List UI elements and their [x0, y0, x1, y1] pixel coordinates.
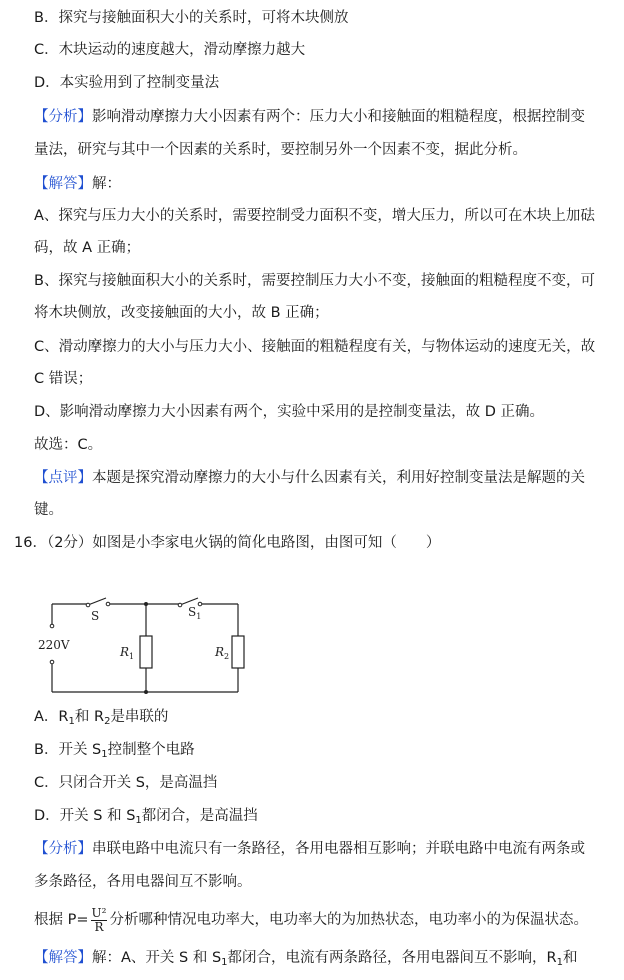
switch-s1-label: $S_1$	[188, 605, 202, 621]
resistor-r2	[232, 636, 244, 668]
solution-tag: 【解答】	[34, 176, 92, 192]
switch-s1-pivot	[178, 603, 182, 607]
circuit-diagram	[28, 588, 258, 700]
resistor-r1	[140, 636, 152, 668]
analysis-16-line2: 多条路径，各用电器间互不影响。	[34, 874, 252, 890]
solution-16-line1: 【解答】解：A、开关 S 和 $S_1$都闭合，电流有两条路径，各用电器间互不影响，$R_1$和	[34, 950, 578, 968]
analysis-16-tag: 【分析】	[34, 841, 92, 857]
solution-15-c1: C、滑动摩擦力的大小与压力大小、接触面的粗糙程度有关，与物体运动的速度无关，故	[34, 339, 596, 355]
question-16-stem: 16．（2分）如图是小李家电火锅的简化电路图，由图可知（ ）	[14, 535, 441, 551]
option-15-d: D．本实验用到了控制变量法	[34, 75, 220, 91]
switch-s-pivot	[86, 603, 90, 607]
solution-15-d1: D、影响滑动摩擦力大小因素有两个，实验中采用的是控制变量法，故 D 正确。	[34, 404, 545, 420]
junction-top	[144, 602, 148, 606]
solution-15-heading: 【解答】解：	[34, 176, 121, 192]
terminal-bottom	[50, 660, 54, 664]
comment-tag: 【点评】	[34, 470, 92, 486]
option-15-c: C．木块运动的速度越大，滑动摩擦力越大	[34, 42, 306, 58]
solution-15-a1: A、探究与压力大小的关系时，需要控制受力面积不变，增大压力，所以可在木块上加砝	[34, 208, 595, 224]
terminal-top	[50, 624, 54, 628]
option-16-a: A．$R_1$和 $R_2$是串联的	[34, 709, 169, 727]
analysis-16-formula-line: 根据 P= $\frac{\text{U²}}{R}$ 分析哪种情况电功率大，电功率大的为加热状态，电功率小的为保温状态。	[34, 905, 588, 934]
switch-s-label: S	[91, 609, 100, 623]
comment-15-line2: 键。	[34, 502, 63, 518]
option-15-b: B．探究与接触面积大小的关系时，可将木块侧放	[34, 10, 349, 26]
power-formula-fraction: $\frac{\text{U²}}{R}$	[91, 905, 107, 934]
option-16-d: D．开关 S 和 $S_1$都闭合，是高温挡	[34, 808, 258, 826]
r1-label: $R_1$	[120, 645, 135, 661]
analysis-15-line1: 【分析】影响滑动摩擦力大小因素有两个：压力大小和接触面的粗糙程度，根据控制变	[34, 109, 585, 125]
solution-15-a2: 码，故 A 正确；	[34, 240, 141, 256]
option-16-c: C．只闭合开关 S，是高温挡	[34, 775, 218, 791]
option-16-b: B．开关 $S_1$控制整个电路	[34, 742, 195, 760]
solution-15-c2: C 错误；	[34, 371, 93, 387]
junction-bottom	[144, 690, 148, 694]
switch-s1-contact	[198, 602, 202, 606]
analysis-16-line1: 【分析】串联电路中电流只有一条路径，各用电器相互影响；并联电路中电流有两条或	[34, 841, 585, 857]
solution-15-choice: 故选：C。	[34, 437, 103, 453]
analysis-tag: 【分析】	[34, 109, 92, 125]
r2-label: $R_2$	[215, 645, 230, 661]
analysis-15-line2: 量法，研究与其中一个因素的关系时，要控制另外一个因素不变，据此分析。	[34, 142, 527, 158]
solution-16-tag: 【解答】	[34, 950, 92, 966]
solution-15-b1: B、探究与接触面积大小的关系时，需要控制压力大小不变，接触面的粗糙程度不变，可	[34, 273, 595, 289]
switch-s-blade	[88, 598, 106, 605]
switch-s-contact	[106, 602, 110, 606]
switch-s1-blade	[180, 598, 198, 605]
solution-15-b2: 将木块侧放，改变接触面的大小，故 B 正确；	[34, 305, 329, 321]
comment-15-line1: 【点评】本题是探究滑动摩擦力的大小与什么因素有关，利用好控制变量法是解题的关	[34, 470, 585, 486]
voltage-label: 220V	[38, 638, 70, 652]
